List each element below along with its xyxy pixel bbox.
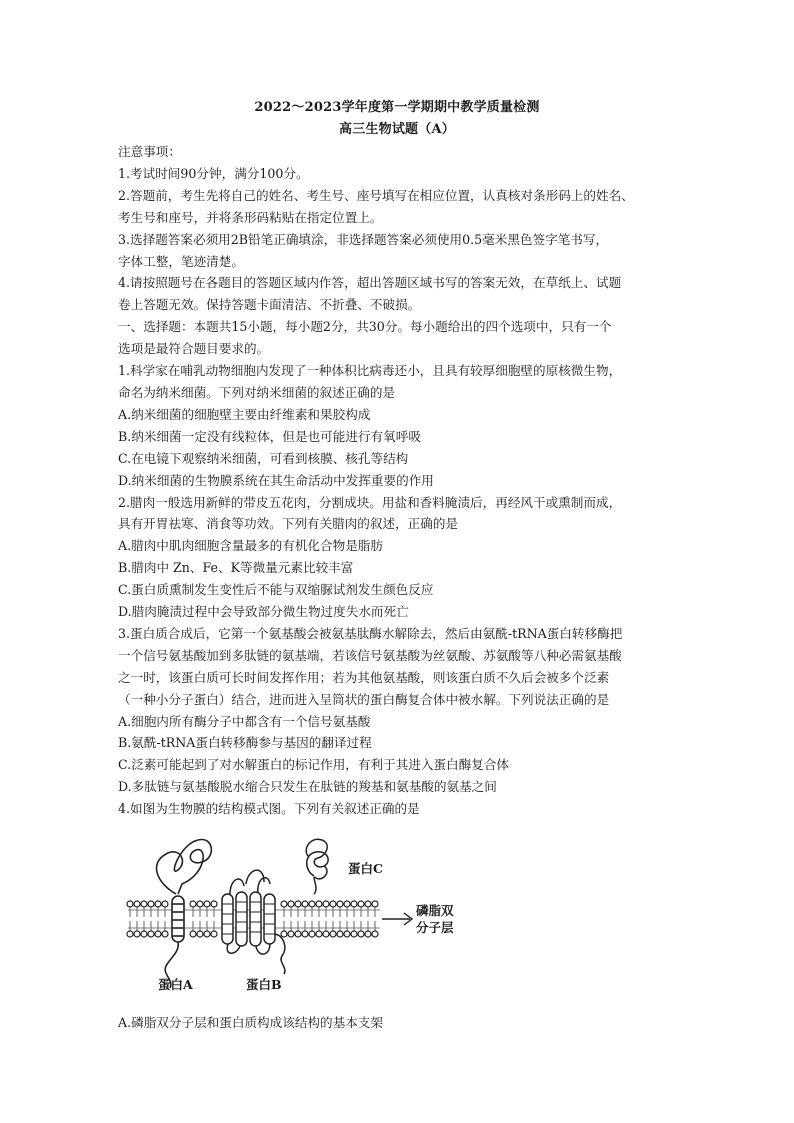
lipid-head — [288, 931, 294, 937]
question-3 — [118, 623, 698, 798]
lipid-head — [127, 931, 133, 937]
lipid-head — [316, 931, 322, 937]
lipid-head — [141, 931, 147, 937]
lipid-head — [204, 901, 210, 907]
option-a: A.磷脂双分子层和蛋白质构成该结构的基本支架 — [118, 1015, 383, 1031]
option-b: B.纳米细菌一定没有线粒体，但是也可能进行有氧呼吸 — [118, 428, 421, 444]
lipid-head — [127, 901, 133, 907]
label-protein-c: 蛋白C — [348, 861, 383, 877]
notice-line: 3.选择题答案必须用2B铅笔正确填涂，非选择题答案必须使用0.5毫米黑色签字笔书写， — [118, 231, 609, 247]
lipid-head — [309, 901, 315, 907]
lipid-head — [148, 931, 154, 937]
lipid-head — [372, 931, 378, 937]
label-protein-b: 蛋白B — [246, 977, 282, 993]
lipid-head — [337, 901, 343, 907]
lipid-head — [358, 931, 364, 937]
lipid-head — [281, 931, 287, 937]
question-stem: 3.蛋白质合成后，它第一个氨基酸会被氨基肽酶水解除去，然后由氨酰-tRNA蛋白转移酶把 — [118, 625, 623, 641]
lipid-head — [148, 901, 154, 907]
lipid-head — [295, 901, 301, 907]
lipid-head — [372, 901, 378, 907]
question-stem: 2.腊肉一般选用新鲜的带皮五花肉，分割成块。用盐和香料腌渍后，再经风干或熏制而成， — [118, 494, 622, 510]
lipid-head — [365, 901, 371, 907]
question-stem: 之一时，该蛋白质可长时间发挥作用；若为其他氨基酸，则该蛋白质不久后会被多个泛素 — [118, 669, 610, 685]
protein-c — [306, 839, 328, 894]
lipid-head — [330, 931, 336, 937]
notice-heading: 注意事项： — [118, 144, 181, 159]
bilayer-arrow — [382, 913, 412, 925]
lipid-head — [281, 901, 287, 907]
lipid-head — [295, 931, 301, 937]
exam-subtitle: 高三生物试题（A） — [339, 122, 455, 137]
lipid-head — [211, 901, 217, 907]
lipid-head — [351, 931, 357, 937]
notice-line: 2.答题前，考生先将自己的姓名、考生号、座号填写在相应位置，认真核对条形码上的姓名、 — [118, 187, 634, 203]
section-heading — [118, 316, 698, 360]
option-a: A.纳米细菌的细胞壁主要由纤维素和果胶构成 — [118, 406, 371, 422]
option-b: B.腊肉中 Zn、Fe、K等微量元素比较丰富 — [118, 560, 354, 576]
option-a: A.腊肉中肌肉细胞含量最多的有机化合物是脂肪 — [118, 538, 383, 554]
lipid-head — [323, 901, 329, 907]
exam-body — [118, 141, 698, 1034]
lipid-head — [197, 901, 203, 907]
lipid-head — [197, 931, 203, 937]
option-c: C.泛素可能起到了对水解蛋白的标记作用，有利于其进入蛋白酶复合体 — [118, 757, 510, 773]
lipid-head — [302, 901, 308, 907]
lipid-head — [204, 931, 210, 937]
lipid-head — [190, 901, 196, 907]
question-stem: 具有开胃祛寒、消食等功效。下列有关腊肉的叙述，正确的是 — [118, 516, 459, 532]
lipid-head — [134, 901, 140, 907]
exam-title: 2022～2023学年度第一学期期中教学质量检测 — [254, 100, 540, 115]
notice-line: 卷上答题无效。保持答题卡面清洁、不折叠、不破损。 — [118, 297, 421, 313]
question-2 — [118, 492, 698, 623]
notice-line: 1.考试时间90分钟，满分100分。 — [118, 165, 309, 181]
membrane-figure — [118, 824, 468, 1004]
option-d: D.多肽链与氨基酸脱水缩合只发生在肽链的羧基和氨基酸的氨基之间 — [118, 779, 497, 795]
lipid-head — [211, 931, 217, 937]
option-a: A.细胞内所有酶分子中都含有一个信号氨基酸 — [118, 713, 371, 729]
lipid-head — [190, 931, 196, 937]
question-4 — [118, 798, 698, 1034]
notice-line: 4.请按照题号在各题目的答题区域内作答，超出答题区域书写的答案无效，在草纸上、试题 — [118, 275, 622, 291]
section-line: 选项是最符合题目要求的。 — [118, 341, 270, 357]
lipid-head — [141, 901, 147, 907]
lipid-head — [337, 931, 343, 937]
protein-b — [222, 870, 285, 974]
label-bilayer: 磷脂双 分子层 — [416, 903, 454, 936]
lipid-head — [134, 931, 140, 937]
lipid-head — [288, 901, 294, 907]
lipid-head — [162, 901, 168, 907]
question-stem: （一种小分子蛋白）结合，进而进入呈筒状的蛋白酶复合体中被水解。下列说法正确的是 — [118, 691, 610, 707]
lipid-head — [316, 901, 322, 907]
lipid-head — [344, 901, 350, 907]
lipid-head — [365, 931, 371, 937]
lipid-head — [162, 931, 168, 937]
question-stem: 1.科学家在哺乳动物细胞内发现了一种体积比病毒还小，且具有较厚细胞壁的原核微生物， — [118, 363, 622, 379]
option-c: C.蛋白质熏制发生变性后不能与双缩脲试剂发生颜色反应 — [118, 582, 434, 598]
question-stem: 命名为纳米细菌。下列对纳米细菌的叙述正确的是 — [118, 384, 396, 400]
question-1 — [118, 360, 698, 491]
option-d: D.腊肉腌渍过程中会导致部分微生物过度失水而死亡 — [118, 604, 409, 620]
section-line: 一、选择题：本题共15小题，每小题2分，共30分。每小题给出的四个选项中，只有一个 — [118, 319, 612, 335]
lipid-head — [330, 901, 336, 907]
lipid-head — [302, 931, 308, 937]
lipid-head — [155, 931, 161, 937]
notice-line: 字体工整，笔迹清楚。 — [118, 253, 244, 269]
notice-line: 考生号和座号，并将条形码粘贴在指定位置上。 — [118, 209, 383, 225]
lipid-head — [309, 931, 315, 937]
lipid-head — [155, 901, 161, 907]
lipid-head — [351, 901, 357, 907]
question-stem: 一个信号氨基酸加到多肽链的氨基端，若该信号氨基酸为丝氨酸、苏氨酸等八种必需氨基酸 — [118, 647, 622, 663]
option-d: D.纳米细菌的生物膜系统在其生命活动中发挥重要的作用 — [118, 472, 434, 488]
option-c: C.在电镜下观察纳米细菌，可看到核膜、核孔等结构 — [118, 450, 409, 466]
notice-list — [118, 163, 698, 316]
question-stem: 4.如图为生物膜的结构模式图。下列有关叙述正确的是 — [118, 801, 420, 817]
lipid-head — [358, 901, 364, 907]
label-protein-a: 蛋白A — [158, 977, 193, 993]
lipid-head — [323, 931, 329, 937]
option-b: B.氨酰-tRNA蛋白转移酶参与基因的翻译过程 — [118, 735, 372, 751]
lipid-head — [344, 931, 350, 937]
